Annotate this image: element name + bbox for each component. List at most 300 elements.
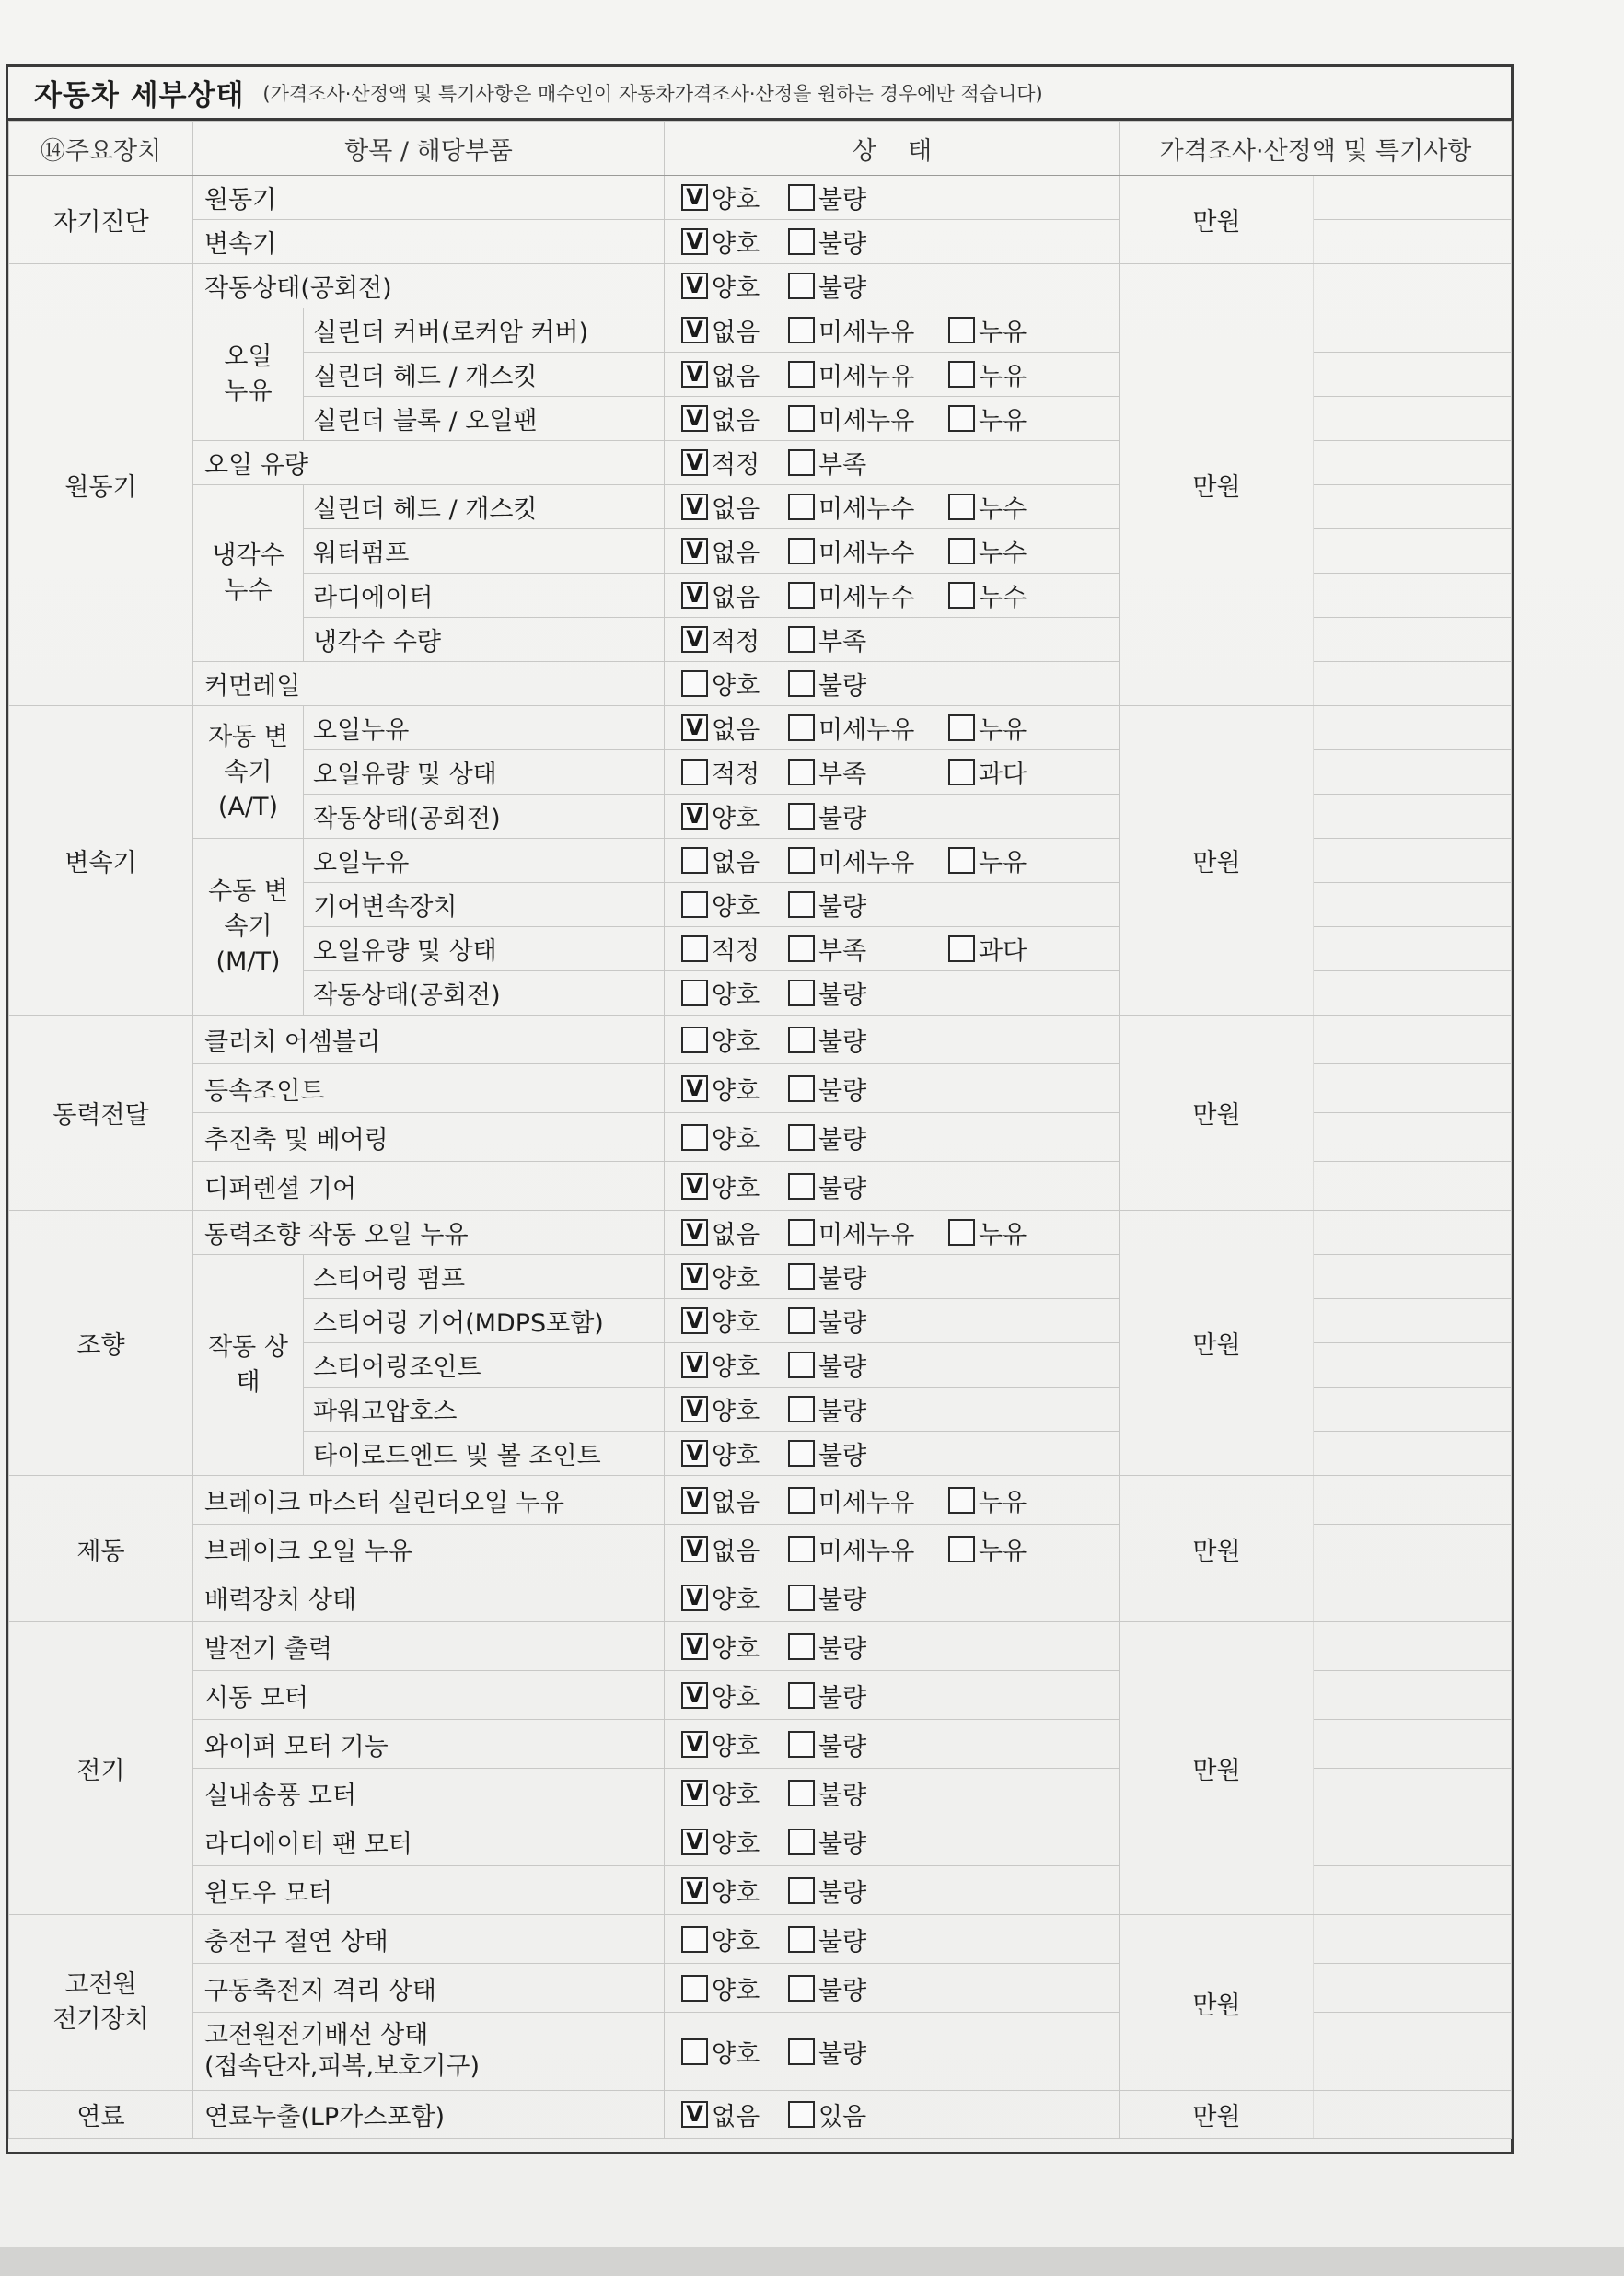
option-low[interactable] bbox=[788, 621, 895, 657]
option-bad[interactable] bbox=[788, 268, 895, 304]
note-cell[interactable] bbox=[1314, 1388, 1512, 1432]
option-label: 미세누유 bbox=[818, 849, 915, 877]
checkbox[interactable] bbox=[681, 228, 708, 255]
item-r42 bbox=[193, 2091, 665, 2139]
checkbox[interactable] bbox=[681, 2101, 708, 2128]
option-good[interactable] bbox=[681, 1678, 788, 1713]
option-bad[interactable] bbox=[788, 1922, 895, 1957]
option-label: 불량 bbox=[818, 1309, 867, 1338]
checkbox[interactable] bbox=[681, 803, 708, 830]
checkbox[interactable] bbox=[681, 361, 708, 388]
option-good[interactable] bbox=[681, 975, 788, 1011]
note-cell[interactable] bbox=[1314, 662, 1512, 706]
option-minor_water[interactable] bbox=[788, 489, 948, 525]
option-proper[interactable] bbox=[681, 931, 788, 967]
checkbox[interactable] bbox=[681, 1440, 708, 1467]
option-oil[interactable] bbox=[948, 1531, 1055, 1567]
note-cell[interactable] bbox=[1314, 1255, 1512, 1299]
checkbox[interactable] bbox=[681, 935, 708, 962]
note-cell[interactable] bbox=[1314, 1866, 1512, 1915]
item-label: 배력장치 상태 bbox=[204, 1585, 357, 1615]
option-bad[interactable] bbox=[788, 1391, 895, 1427]
note-cell[interactable] bbox=[1314, 839, 1512, 883]
checkbox[interactable] bbox=[681, 184, 708, 211]
checkbox[interactable] bbox=[788, 847, 815, 874]
note-cell[interactable] bbox=[1314, 308, 1512, 353]
option-bad[interactable] bbox=[788, 666, 895, 702]
checkbox[interactable] bbox=[788, 1829, 815, 1855]
option-bad[interactable] bbox=[788, 1022, 895, 1058]
option-minor_oil[interactable] bbox=[788, 1214, 948, 1250]
option-oil[interactable] bbox=[948, 312, 1055, 348]
option-label: 양호 bbox=[712, 1781, 760, 1810]
option-minor_water[interactable] bbox=[788, 533, 948, 569]
option-bad[interactable] bbox=[788, 1347, 895, 1383]
state-r23 bbox=[665, 1162, 1120, 1211]
checkbox[interactable] bbox=[948, 405, 975, 432]
note-cell[interactable] bbox=[1314, 1964, 1512, 2013]
option-good[interactable] bbox=[681, 1303, 788, 1339]
option-good[interactable] bbox=[681, 1922, 788, 1957]
option-label: 불량 bbox=[818, 981, 867, 1010]
checkbox[interactable] bbox=[788, 759, 815, 785]
option-bad[interactable] bbox=[788, 1303, 895, 1339]
note-cell[interactable] bbox=[1314, 1573, 1512, 1622]
option-bad[interactable] bbox=[788, 1726, 895, 1762]
checkbox[interactable] bbox=[948, 538, 975, 564]
option-label: 누수 bbox=[979, 540, 1027, 568]
option-bad[interactable] bbox=[788, 1629, 895, 1665]
note-cell[interactable] bbox=[1314, 441, 1512, 485]
price-field[interactable] bbox=[1120, 264, 1314, 706]
checkbox[interactable] bbox=[681, 1352, 708, 1378]
option-bad[interactable] bbox=[788, 1120, 895, 1155]
option-minor_oil[interactable] bbox=[788, 1482, 948, 1518]
note-cell[interactable] bbox=[1314, 883, 1512, 927]
option-none[interactable] bbox=[681, 1482, 788, 1518]
checkbox[interactable] bbox=[788, 405, 815, 432]
note-cell[interactable] bbox=[1314, 2013, 1512, 2091]
note-cell[interactable] bbox=[1314, 1211, 1512, 1255]
option-good[interactable] bbox=[681, 1580, 788, 1616]
checkbox[interactable] bbox=[948, 935, 975, 962]
checkbox[interactable] bbox=[681, 405, 708, 432]
option-good[interactable] bbox=[681, 224, 788, 260]
option-minor_oil[interactable] bbox=[788, 312, 948, 348]
checkbox[interactable] bbox=[788, 273, 815, 299]
checkbox[interactable] bbox=[788, 1975, 815, 2002]
option-label: 양호 bbox=[712, 274, 760, 303]
option-bad[interactable] bbox=[788, 1775, 895, 1811]
checkbox[interactable] bbox=[681, 449, 708, 476]
checkbox[interactable] bbox=[681, 891, 708, 918]
checkbox[interactable] bbox=[681, 273, 708, 299]
option-good[interactable] bbox=[681, 1071, 788, 1107]
note-cell[interactable] bbox=[1314, 1476, 1512, 1525]
option-good[interactable] bbox=[681, 2034, 788, 2070]
option-good[interactable] bbox=[681, 268, 788, 304]
checkbox[interactable] bbox=[788, 361, 815, 388]
checkbox[interactable] bbox=[788, 1263, 815, 1290]
state-r22 bbox=[665, 1113, 1120, 1162]
checkbox[interactable] bbox=[681, 1219, 708, 1246]
option-bad[interactable] bbox=[788, 1970, 895, 2006]
checkbox[interactable] bbox=[681, 847, 708, 874]
option-good[interactable] bbox=[681, 1629, 788, 1665]
checkbox[interactable] bbox=[788, 1633, 815, 1660]
note-cell[interactable] bbox=[1314, 1525, 1512, 1573]
option-good[interactable] bbox=[681, 1347, 788, 1383]
option-none[interactable] bbox=[681, 489, 788, 525]
option-oil[interactable] bbox=[948, 356, 1055, 392]
state-options bbox=[665, 401, 1119, 436]
checkbox[interactable] bbox=[788, 1396, 815, 1422]
item-label: 오일유량 및 상태 bbox=[313, 761, 497, 789]
checkbox[interactable] bbox=[681, 670, 708, 697]
option-bad[interactable] bbox=[788, 1873, 895, 1909]
state-options bbox=[665, 1391, 1119, 1427]
item-label: 충전구 절연 상태 bbox=[204, 1927, 389, 1957]
option-label: 있음 bbox=[818, 2103, 867, 2131]
note-cell[interactable] bbox=[1314, 529, 1512, 574]
checkbox[interactable] bbox=[788, 1219, 815, 1246]
option-none[interactable] bbox=[681, 1214, 788, 1250]
state-options bbox=[665, 798, 1119, 834]
item-label: 변속기 bbox=[204, 230, 277, 259]
option-none[interactable] bbox=[681, 577, 788, 613]
note-cell[interactable] bbox=[1314, 1064, 1512, 1113]
option-minor_oil[interactable] bbox=[788, 356, 948, 392]
checkbox[interactable] bbox=[788, 714, 815, 741]
checkbox[interactable] bbox=[681, 1536, 708, 1562]
checkbox[interactable] bbox=[681, 1731, 708, 1758]
checkbox[interactable] bbox=[788, 1027, 815, 1053]
checkbox[interactable] bbox=[681, 1926, 708, 1953]
vehicle-detail-status-form bbox=[6, 64, 1514, 2154]
option-low[interactable] bbox=[788, 931, 948, 967]
note-cell[interactable] bbox=[1314, 1769, 1512, 1817]
option-label: 미세누유 bbox=[818, 716, 915, 745]
checkbox[interactable] bbox=[788, 1124, 815, 1151]
checkbox[interactable] bbox=[681, 1585, 708, 1611]
note-cell[interactable] bbox=[1314, 1720, 1512, 1769]
price-field[interactable] bbox=[1120, 2091, 1314, 2139]
option-water[interactable] bbox=[948, 533, 1055, 569]
subgroup-oil_leak bbox=[193, 308, 304, 441]
checkbox[interactable] bbox=[681, 317, 708, 343]
option-bad[interactable] bbox=[788, 1678, 895, 1713]
checkbox[interactable] bbox=[681, 1780, 708, 1806]
state-r3 bbox=[665, 264, 1120, 308]
option-none[interactable] bbox=[681, 533, 788, 569]
option-excess[interactable] bbox=[948, 931, 1055, 967]
checkbox[interactable] bbox=[788, 1877, 815, 1904]
option-oil[interactable] bbox=[948, 401, 1055, 436]
option-minor_oil[interactable] bbox=[788, 710, 948, 746]
checkbox[interactable] bbox=[948, 714, 975, 741]
note-cell[interactable] bbox=[1314, 1915, 1512, 1964]
device-selfdiag bbox=[9, 176, 193, 264]
note-cell[interactable] bbox=[1314, 750, 1512, 795]
subgroup-coolant_leak bbox=[193, 485, 304, 662]
item-r36 bbox=[193, 1769, 665, 1817]
option-label: 부족 bbox=[818, 937, 867, 966]
option-bad[interactable] bbox=[788, 2034, 895, 2070]
checkbox[interactable] bbox=[681, 1487, 708, 1514]
option-bad[interactable] bbox=[788, 1435, 895, 1471]
note-cell[interactable] bbox=[1314, 706, 1512, 750]
option-minor_oil[interactable] bbox=[788, 842, 948, 878]
option-none[interactable] bbox=[681, 842, 788, 878]
checkbox[interactable] bbox=[788, 1926, 815, 1953]
price-field[interactable] bbox=[1120, 1622, 1314, 1915]
checkbox[interactable] bbox=[948, 1487, 975, 1514]
checkbox[interactable] bbox=[788, 1075, 815, 1102]
note-cell[interactable] bbox=[1314, 1622, 1512, 1671]
checkbox[interactable] bbox=[681, 1975, 708, 2002]
item-r14 bbox=[304, 750, 665, 795]
note-cell[interactable] bbox=[1314, 971, 1512, 1016]
option-oil[interactable] bbox=[948, 710, 1055, 746]
checkbox[interactable] bbox=[788, 1440, 815, 1467]
option-label: 없음 bbox=[712, 407, 760, 435]
item-r16 bbox=[304, 839, 665, 883]
device-steer bbox=[9, 1211, 193, 1476]
option-low[interactable] bbox=[788, 754, 948, 790]
option-good[interactable] bbox=[681, 1120, 788, 1155]
checkbox[interactable] bbox=[948, 1536, 975, 1562]
checkbox[interactable] bbox=[681, 1396, 708, 1422]
option-good[interactable] bbox=[681, 1726, 788, 1762]
option-label: 누유 bbox=[979, 716, 1027, 745]
checkbox[interactable] bbox=[788, 1487, 815, 1514]
option-minor_oil[interactable] bbox=[788, 1531, 948, 1567]
option-minor_water[interactable] bbox=[788, 577, 948, 613]
checkbox[interactable] bbox=[788, 582, 815, 609]
note-cell[interactable] bbox=[1314, 264, 1512, 308]
option-bad[interactable] bbox=[788, 1259, 895, 1295]
state-r37 bbox=[665, 1817, 1120, 1866]
checkbox[interactable] bbox=[681, 1124, 708, 1151]
checkbox[interactable] bbox=[788, 317, 815, 343]
option-good[interactable] bbox=[681, 180, 788, 215]
option-none[interactable] bbox=[681, 401, 788, 436]
note-cell[interactable] bbox=[1314, 1343, 1512, 1388]
option-label: 양호 bbox=[712, 805, 760, 833]
option-good[interactable] bbox=[681, 1391, 788, 1427]
checkbox[interactable] bbox=[788, 1682, 815, 1709]
checkbox[interactable] bbox=[788, 2101, 815, 2128]
note-cell[interactable] bbox=[1314, 176, 1512, 220]
price-unit: 만원 bbox=[1192, 473, 1241, 502]
checkbox[interactable] bbox=[788, 184, 815, 211]
note-cell[interactable] bbox=[1314, 1432, 1512, 1476]
item-r37 bbox=[193, 1817, 665, 1866]
checkbox[interactable] bbox=[788, 1731, 815, 1758]
checkbox[interactable] bbox=[681, 626, 708, 653]
option-oil[interactable] bbox=[948, 842, 1055, 878]
option-good[interactable] bbox=[681, 887, 788, 923]
note-cell[interactable] bbox=[1314, 2091, 1512, 2139]
checkbox[interactable] bbox=[788, 228, 815, 255]
note-cell[interactable] bbox=[1314, 795, 1512, 839]
checkbox[interactable] bbox=[681, 1307, 708, 1334]
checkbox[interactable] bbox=[948, 361, 975, 388]
option-none[interactable] bbox=[681, 312, 788, 348]
checkbox[interactable] bbox=[948, 759, 975, 785]
note-cell[interactable] bbox=[1314, 927, 1512, 971]
option-bad[interactable] bbox=[788, 180, 895, 215]
option-bad[interactable] bbox=[788, 1580, 895, 1616]
option-water[interactable] bbox=[948, 489, 1055, 525]
option-none[interactable] bbox=[681, 356, 788, 392]
subgroup-auto bbox=[193, 706, 304, 839]
note-cell[interactable] bbox=[1314, 574, 1512, 618]
option-label: 불량 bbox=[818, 1878, 867, 1908]
price-field[interactable] bbox=[1120, 1211, 1314, 1476]
checkbox[interactable] bbox=[788, 1307, 815, 1334]
price-unit: 만원 bbox=[1192, 1331, 1241, 1360]
option-good[interactable] bbox=[681, 1873, 788, 1909]
state-r12 bbox=[665, 662, 1120, 706]
checkbox[interactable] bbox=[788, 670, 815, 697]
checkbox[interactable] bbox=[788, 980, 815, 1006]
checkbox[interactable] bbox=[681, 1027, 708, 1053]
checkbox[interactable] bbox=[948, 494, 975, 520]
option-bad[interactable] bbox=[788, 1168, 895, 1204]
checkbox[interactable] bbox=[681, 980, 708, 1006]
checkbox[interactable] bbox=[681, 582, 708, 609]
option-bad[interactable] bbox=[788, 1824, 895, 1860]
option-minor_oil[interactable] bbox=[788, 401, 948, 436]
option-label: 양호 bbox=[712, 1174, 760, 1203]
table-row bbox=[9, 1915, 1512, 1964]
price-field[interactable] bbox=[1120, 1915, 1314, 2091]
checkbox[interactable] bbox=[681, 538, 708, 564]
option-water[interactable] bbox=[948, 577, 1055, 613]
option-good[interactable] bbox=[681, 666, 788, 702]
checkbox[interactable] bbox=[788, 449, 815, 476]
note-cell[interactable] bbox=[1314, 1016, 1512, 1064]
option-label: 양호 bbox=[712, 672, 760, 701]
checkbox[interactable] bbox=[948, 582, 975, 609]
option-good[interactable] bbox=[681, 1022, 788, 1058]
option-oil[interactable] bbox=[948, 1482, 1055, 1518]
option-exists[interactable] bbox=[788, 2096, 895, 2132]
note-cell[interactable] bbox=[1314, 1113, 1512, 1162]
checkbox[interactable] bbox=[788, 803, 815, 830]
checkbox[interactable] bbox=[788, 1173, 815, 1200]
checkbox[interactable] bbox=[948, 847, 975, 874]
checkbox[interactable] bbox=[681, 1263, 708, 1290]
note-cell[interactable] bbox=[1314, 1817, 1512, 1866]
state-options bbox=[665, 1022, 1119, 1058]
checkbox[interactable] bbox=[788, 494, 815, 520]
item-label: 스티어링조인트 bbox=[313, 1353, 481, 1382]
checkbox[interactable] bbox=[681, 2038, 708, 2065]
note-cell[interactable] bbox=[1314, 220, 1512, 264]
option-good[interactable] bbox=[681, 1970, 788, 2006]
option-none[interactable] bbox=[681, 2096, 788, 2132]
option-good[interactable] bbox=[681, 1435, 788, 1471]
checkbox[interactable] bbox=[681, 714, 708, 741]
option-bad[interactable] bbox=[788, 887, 895, 923]
option-none[interactable] bbox=[681, 710, 788, 746]
state-r11 bbox=[665, 618, 1120, 662]
device-label: 고전원 전기장치 bbox=[52, 1970, 149, 2034]
checkbox[interactable] bbox=[681, 1633, 708, 1660]
note-cell[interactable] bbox=[1314, 1671, 1512, 1720]
option-proper[interactable] bbox=[681, 445, 788, 481]
note-cell[interactable] bbox=[1314, 397, 1512, 441]
device-label: 변속기 bbox=[64, 849, 137, 877]
checkbox[interactable] bbox=[788, 935, 815, 962]
option-none[interactable] bbox=[681, 1531, 788, 1567]
option-bad[interactable] bbox=[788, 224, 895, 260]
checkbox[interactable] bbox=[681, 1173, 708, 1200]
option-bad[interactable] bbox=[788, 1071, 895, 1107]
checkbox[interactable] bbox=[681, 1829, 708, 1855]
checkbox[interactable] bbox=[788, 626, 815, 653]
note-cell[interactable] bbox=[1314, 485, 1512, 529]
checkbox[interactable] bbox=[681, 1877, 708, 1904]
device-fuel bbox=[9, 2091, 193, 2139]
note-cell[interactable] bbox=[1314, 618, 1512, 662]
checkbox[interactable] bbox=[948, 317, 975, 343]
option-excess[interactable] bbox=[948, 754, 1055, 790]
option-oil[interactable] bbox=[948, 1214, 1055, 1250]
price-field[interactable] bbox=[1120, 1016, 1314, 1211]
device-label: 제동 bbox=[76, 1537, 125, 1566]
option-good[interactable] bbox=[681, 798, 788, 834]
option-good[interactable] bbox=[681, 1775, 788, 1811]
checkbox[interactable] bbox=[788, 1780, 815, 1806]
price-field[interactable] bbox=[1120, 1476, 1314, 1622]
checkbox[interactable] bbox=[788, 891, 815, 918]
checkbox[interactable] bbox=[681, 1682, 708, 1709]
checkbox[interactable] bbox=[788, 1352, 815, 1378]
checkbox[interactable] bbox=[788, 1585, 815, 1611]
checkbox[interactable] bbox=[681, 1075, 708, 1102]
state-options bbox=[665, 1071, 1119, 1107]
option-low[interactable] bbox=[788, 445, 895, 481]
note-cell[interactable] bbox=[1314, 1299, 1512, 1343]
item-label: 스티어링 펌프 bbox=[313, 1265, 466, 1294]
option-good[interactable] bbox=[681, 1824, 788, 1860]
checkbox[interactable] bbox=[788, 538, 815, 564]
checkbox[interactable] bbox=[681, 494, 708, 520]
note-cell[interactable] bbox=[1314, 353, 1512, 397]
item-r32 bbox=[193, 1573, 665, 1622]
checkbox[interactable] bbox=[788, 2038, 815, 2065]
price-field[interactable] bbox=[1120, 176, 1314, 264]
price-field[interactable] bbox=[1120, 706, 1314, 1016]
option-proper[interactable] bbox=[681, 754, 788, 790]
checkbox[interactable] bbox=[681, 759, 708, 785]
item-label: 타이로드엔드 및 볼 조인트 bbox=[313, 1442, 601, 1470]
option-label: 양호 bbox=[712, 1927, 760, 1957]
checkbox[interactable] bbox=[948, 1219, 975, 1246]
device-label: 전기 bbox=[76, 1757, 125, 1785]
option-proper[interactable] bbox=[681, 621, 788, 657]
option-bad[interactable] bbox=[788, 798, 895, 834]
option-bad[interactable] bbox=[788, 975, 895, 1011]
item-r10 bbox=[304, 574, 665, 618]
checkbox[interactable] bbox=[788, 1536, 815, 1562]
note-cell[interactable] bbox=[1314, 1162, 1512, 1211]
option-good[interactable] bbox=[681, 1259, 788, 1295]
option-good[interactable] bbox=[681, 1168, 788, 1204]
